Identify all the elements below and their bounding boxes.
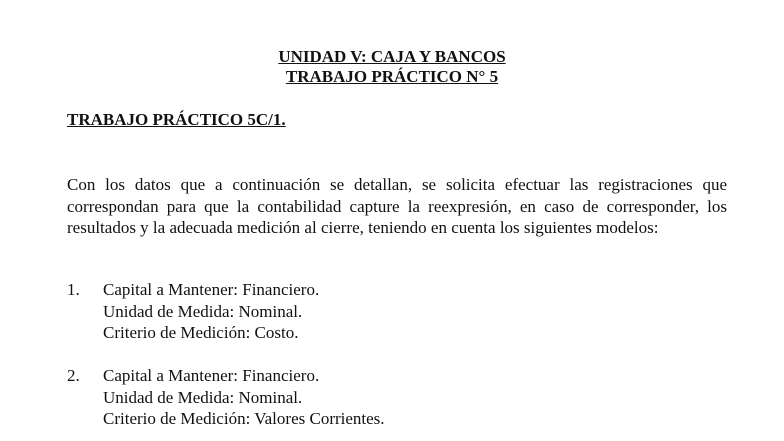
- model-number: 2.: [67, 366, 80, 385]
- model-details: [103, 365, 743, 430]
- practice-title: TRABAJO PRÁCTICO N° 5: [285, 67, 499, 86]
- document-header: [0, 47, 784, 87]
- model-unit: Unidad de Medida: Nominal.: [103, 387, 303, 407]
- intro-paragraph: Con los datos que a continuación se detallan, se solicita efectuar las registraciones que correspondan para que la contabilidad capture la reexpresión, en caso de corresponder, los resultados y la adecuada medición al cierre, teniendo en cuenta los siguientes modelos:: [67, 175, 727, 237]
- unit-title: UNIDAD V: CAJA Y BANCOS: [278, 47, 506, 66]
- model-details: [103, 279, 743, 344]
- model-criterion: Criterio de Medición: Costo.: [103, 323, 299, 342]
- model-capital: Capital a Mantener: Financiero.: [103, 280, 320, 299]
- model-criterion: Criterio de Medición: Valores Corrientes.: [103, 409, 385, 428]
- model-number: 1.: [67, 280, 80, 299]
- model-unit: Unidad de Medida: Nominal.: [103, 301, 303, 321]
- section-title: TRABAJO PRÁCTICO 5C/1.: [67, 110, 286, 129]
- model-capital: Capital a Mantener: Financiero.: [103, 366, 320, 385]
